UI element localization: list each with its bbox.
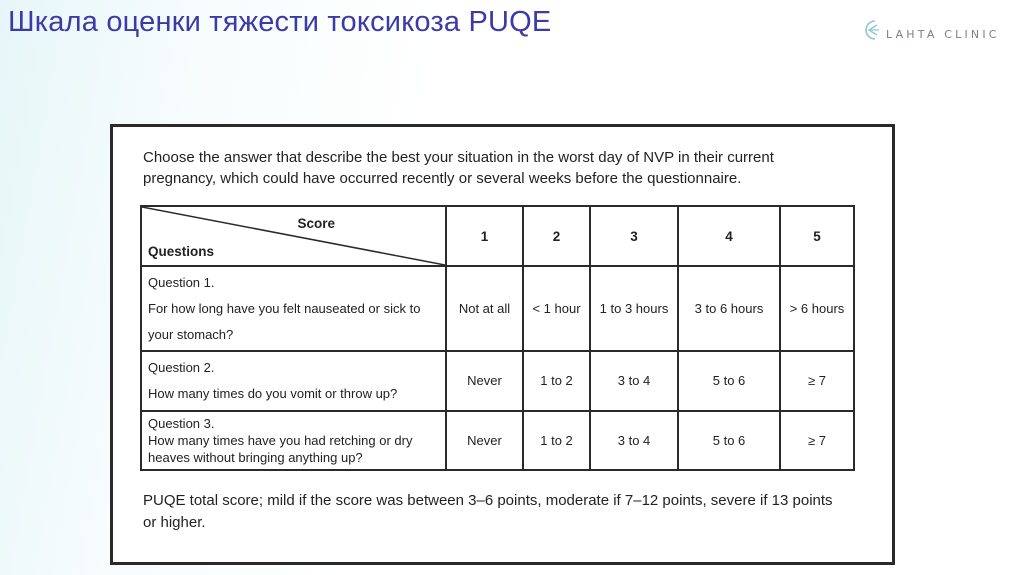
score-header-label: Score [297,216,335,231]
score-3-header: 3 [590,206,678,266]
questions-header-label: Questions [148,244,215,259]
answer-cell: 1 to 2 [523,351,590,411]
answer-cell: Never [446,411,523,470]
answer-cell: 1 to 3 hours [590,266,678,351]
clinic-logo-text: LAHTA CLINIC [886,27,1000,41]
puqe-document [110,124,895,565]
score-2-header: 2 [523,206,590,266]
slide-title: Шкала оценки тяжести токсикоза PUQE [8,6,552,38]
answer-cell: 3 to 6 hours [678,266,780,351]
score-4-header: 4 [678,206,780,266]
clinic-logo [862,18,1000,42]
answer-cell: ≥ 7 [780,411,854,470]
answer-cell: 5 to 6 [678,411,780,470]
score-5-header: 5 [780,206,854,266]
question-3-text: How many times have you had retching or dry heaves without bringing anything up? [148,433,413,465]
question-1-cell [141,266,446,351]
score-1-header: 1 [446,206,523,266]
answer-cell: 1 to 2 [523,411,590,470]
question-3-label: Question 3. [148,416,215,431]
question-1-text: For how long have you felt nauseated or sick to your stomach? [148,300,421,342]
diagonal-header-cell [141,206,446,266]
puqe-table [140,205,855,471]
question-2-cell [141,351,446,411]
instructions-text: Choose the answer that describe the best your situation in the worst day of NVP in their current pregnancy, which could have occurred recently or several weeks before the questionnaire. [143,149,774,187]
answer-cell: 3 to 4 [590,411,678,470]
score-summary-text: PUQE total score; mild if the score was between 3–6 points, moderate if 7–12 points, severe if 13 points or higher. [143,492,833,531]
table-header-row [141,206,854,266]
question-3-cell [141,411,446,470]
table-row-question-3 [141,411,854,470]
clinic-logo-icon [862,18,882,42]
table-row-question-2 [141,351,854,411]
answer-cell: Never [446,351,523,411]
question-1-label: Question 1. [148,274,215,290]
question-2-text: How many times do you vomit or throw up? [148,386,398,401]
table-row-question-1 [141,266,854,351]
answer-cell: > 6 hours [780,266,854,351]
answer-cell: ≥ 7 [780,351,854,411]
answer-cell: Not at all [446,266,523,351]
answer-cell: 5 to 6 [678,351,780,411]
answer-cell: 3 to 4 [590,351,678,411]
question-2-label: Question 2. [148,360,215,375]
answer-cell: < 1 hour [523,266,590,351]
